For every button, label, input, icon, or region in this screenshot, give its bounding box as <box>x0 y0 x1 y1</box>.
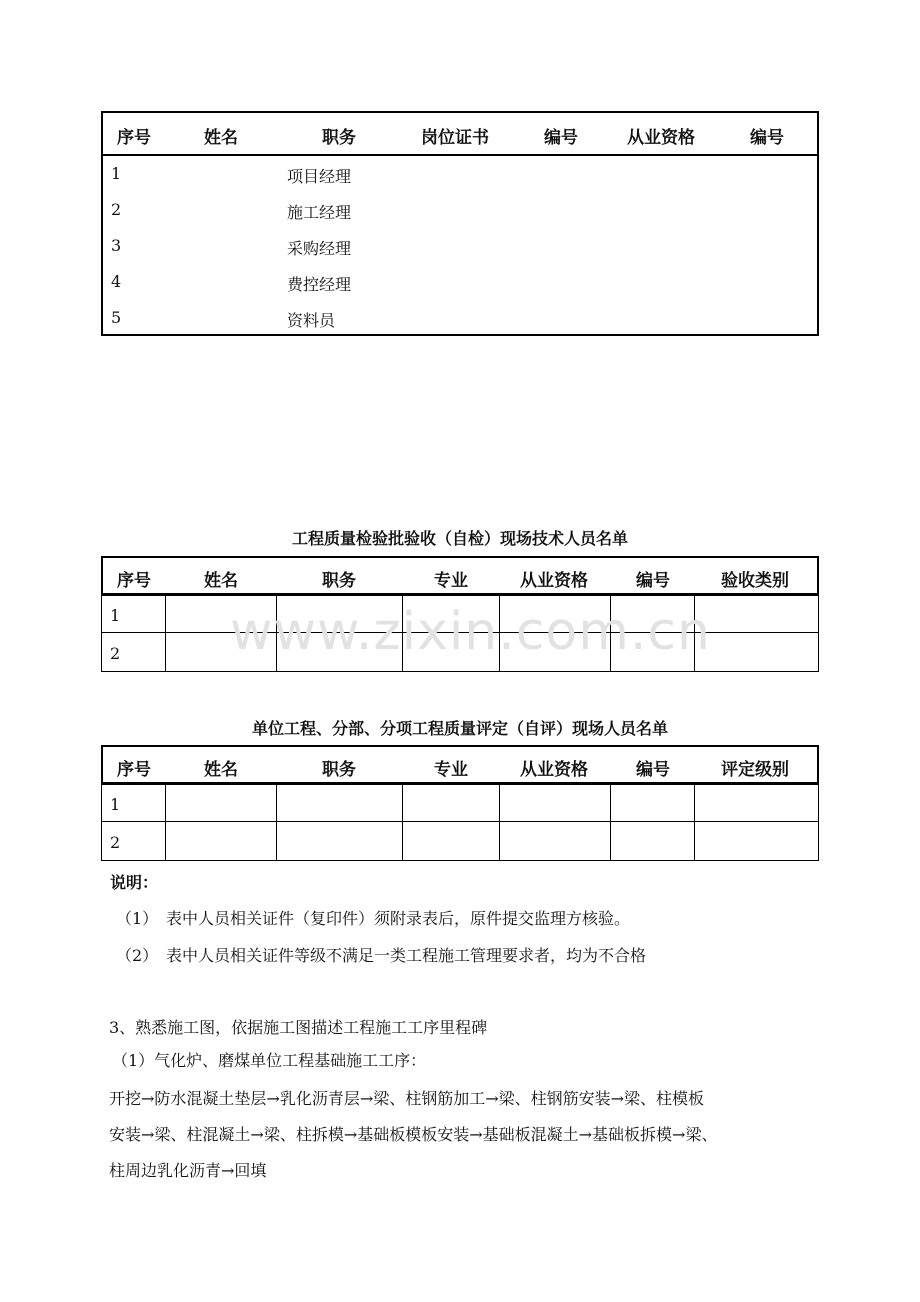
header-cell: 从业资格 <box>520 760 588 780</box>
row-number: 1 <box>110 795 121 814</box>
notes-label: 说明： <box>110 873 159 892</box>
row-number: 5 <box>111 308 122 327</box>
header-cell: 编号 <box>636 571 670 591</box>
section-heading: 3、熟悉施工图，依据施工图描述工程施工工序里程碑 <box>109 1018 488 1037</box>
header-cell: 姓名 <box>204 760 238 780</box>
table-row <box>103 264 817 300</box>
header-cell: 职务 <box>322 571 356 591</box>
header-cell: 编号 <box>636 760 670 780</box>
table-row <box>103 300 817 336</box>
watermark: www.zixin.com.cn <box>230 602 711 662</box>
table-row <box>102 785 818 822</box>
header-cell: 职务 <box>322 128 356 148</box>
header-cell: 姓名 <box>204 128 238 148</box>
process-line: 开挖→防水混凝土垫层→乳化沥青层→梁、柱钢筋加工→梁、柱钢筋安装→梁、柱模板 <box>109 1089 705 1108</box>
header-cell: 序号 <box>117 128 151 148</box>
row-role: 采购经理 <box>287 239 352 258</box>
row-number: 1 <box>111 164 122 183</box>
table-header <box>101 745 819 785</box>
header-cell: 编号 <box>544 128 578 148</box>
header-cell: 编号 <box>750 128 784 148</box>
header-cell: 验收类别 <box>721 571 789 591</box>
table-row <box>103 156 817 192</box>
row-role: 资料员 <box>287 311 336 330</box>
header-cell: 职务 <box>322 760 356 780</box>
personnel-table <box>101 111 819 336</box>
table-title: 单位工程、分部、分项工程质量评定（自评）现场人员名单 <box>251 719 668 738</box>
note-text: 表中人员相关证件等级不满足一类工程施工管理要求者，均为不合格 <box>166 946 647 965</box>
note-number: （1） <box>116 909 159 928</box>
header-cell: 评定级别 <box>721 760 789 780</box>
row-number: 4 <box>111 272 122 291</box>
table-row <box>103 192 817 228</box>
header-cell: 岗位证书 <box>421 128 489 148</box>
header-cell: 专业 <box>434 760 468 780</box>
process-line: 柱周边乳化沥青→回填 <box>109 1161 267 1180</box>
row-role: 项目经理 <box>287 167 352 186</box>
note-number: （2） <box>116 946 159 965</box>
process-line: 安装→梁、柱混凝土→梁、柱拆模→基础板模板安装→基础板混凝土→基础板拆模→梁、 <box>109 1125 718 1144</box>
row-number: 2 <box>110 644 121 663</box>
table-body <box>101 785 819 861</box>
header-cell: 从业资格 <box>627 128 695 148</box>
table-row <box>102 823 818 860</box>
row-number: 3 <box>111 236 122 255</box>
table-header <box>101 556 819 596</box>
note-text: 表中人员相关证件（复印件）须附录表后，原件提交监理方核验。 <box>166 909 631 928</box>
table-title: 工程质量检验批验收（自检）现场技术人员名单 <box>291 529 628 548</box>
evaluation-staff-table <box>101 745 819 861</box>
row-number: 2 <box>111 200 122 219</box>
header-cell: 序号 <box>117 571 151 591</box>
section-subheading: （1）气化炉、磨煤单位工程基础施工工序： <box>112 1051 427 1070</box>
row-role: 费控经理 <box>287 275 352 294</box>
header-cell: 序号 <box>117 760 151 780</box>
header-cell: 姓名 <box>204 571 238 591</box>
table-header <box>103 113 817 156</box>
row-number: 1 <box>110 606 121 625</box>
row-role: 施工经理 <box>287 203 352 222</box>
header-cell: 专业 <box>434 571 468 591</box>
header-cell: 从业资格 <box>520 571 588 591</box>
row-number: 2 <box>110 833 121 852</box>
table-row <box>103 228 817 264</box>
